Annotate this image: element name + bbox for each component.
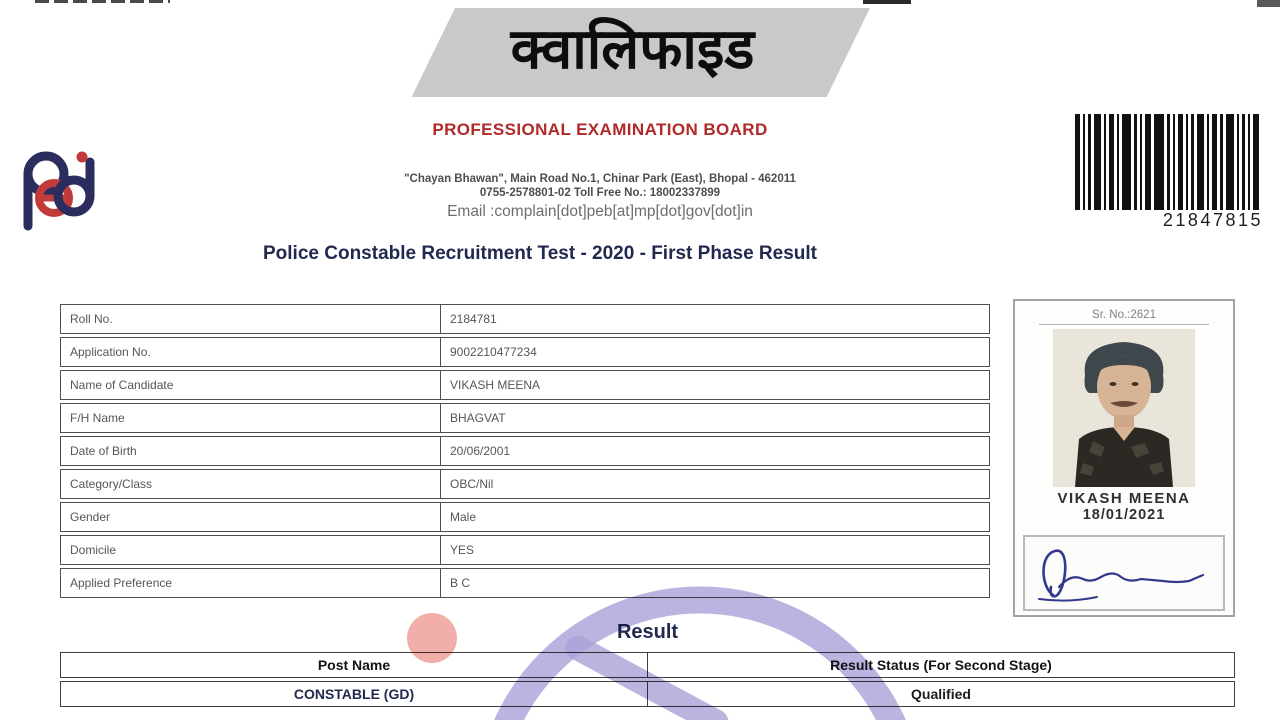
field-value: 2184781 bbox=[440, 304, 990, 334]
result-data-row bbox=[60, 681, 1235, 707]
field-value: BHAGVAT bbox=[440, 403, 990, 433]
table-row bbox=[60, 370, 990, 400]
table-row bbox=[60, 535, 990, 565]
field-label: Domicile bbox=[60, 535, 440, 565]
scan-artifact-line bbox=[1257, 0, 1280, 7]
column-header-result-status: Result Status (For Second Stage) bbox=[647, 652, 1235, 678]
photo-caption-name: VIKASH MEENA bbox=[1057, 490, 1191, 507]
field-label: Roll No. bbox=[60, 304, 440, 334]
field-value: YES bbox=[440, 535, 990, 565]
field-label: Application No. bbox=[60, 337, 440, 367]
table-row bbox=[60, 502, 990, 532]
table-row bbox=[60, 568, 990, 598]
field-value: 20/06/2001 bbox=[440, 436, 990, 466]
document-title: Police Constable Recruitment Test - 2020 - First Phase Result bbox=[263, 243, 817, 264]
address-line-2: 0755-2578801-02 Toll Free No.: 18002337899 bbox=[479, 187, 721, 199]
organization-name: PROFESSIONAL EXAMINATION BOARD bbox=[432, 120, 768, 139]
table-row bbox=[60, 403, 990, 433]
table-row bbox=[60, 304, 990, 334]
candidate-photo bbox=[1053, 329, 1195, 487]
scan-artifact-line bbox=[35, 0, 170, 3]
field-label: Name of Candidate bbox=[60, 370, 440, 400]
qualified-banner bbox=[455, 8, 870, 97]
photo-panel bbox=[1013, 299, 1235, 617]
barcode-number: 21847815 bbox=[1162, 210, 1263, 230]
peb-logo bbox=[8, 130, 112, 238]
email-line: Email :complain[dot]peb[at]mp[dot]gov[dot]in bbox=[447, 203, 753, 220]
result-heading: Result bbox=[616, 621, 679, 643]
result-header-row bbox=[60, 652, 1235, 678]
table-row bbox=[60, 436, 990, 466]
signature-image bbox=[1025, 537, 1223, 609]
table-row bbox=[60, 469, 990, 499]
field-label: Gender bbox=[60, 502, 440, 532]
field-value: VIKASH MEENA bbox=[440, 370, 990, 400]
photo-caption-date: 18/01/2021 bbox=[1082, 507, 1166, 523]
qualified-banner-text: क्वालिफाइड bbox=[510, 16, 755, 82]
field-value: 9002210477234 bbox=[440, 337, 990, 367]
field-label: Applied Preference bbox=[60, 568, 440, 598]
result-table bbox=[60, 652, 1235, 710]
divider bbox=[1039, 324, 1209, 325]
column-header-post-name: Post Name bbox=[60, 652, 647, 678]
field-label: Date of Birth bbox=[60, 436, 440, 466]
barcode-image bbox=[1075, 114, 1263, 210]
field-label: F/H Name bbox=[60, 403, 440, 433]
scan-artifact-line bbox=[863, 0, 911, 4]
header-block bbox=[330, 120, 870, 221]
address-line-1: "Chayan Bhawan", Main Road No.1, Chinar Park (East), Bhopal - 462011 bbox=[404, 173, 796, 185]
result-status-value: Qualified bbox=[647, 681, 1235, 707]
table-row bbox=[60, 337, 990, 367]
candidate-table bbox=[60, 304, 990, 601]
serial-number: Sr. No.:2621 bbox=[1092, 309, 1156, 321]
field-value: Male bbox=[440, 502, 990, 532]
field-value: B C bbox=[440, 568, 990, 598]
signature-box bbox=[1023, 535, 1225, 611]
field-value: OBC/Nil bbox=[440, 469, 990, 499]
field-label: Category/Class bbox=[60, 469, 440, 499]
post-name-value: CONSTABLE (GD) bbox=[60, 681, 647, 707]
